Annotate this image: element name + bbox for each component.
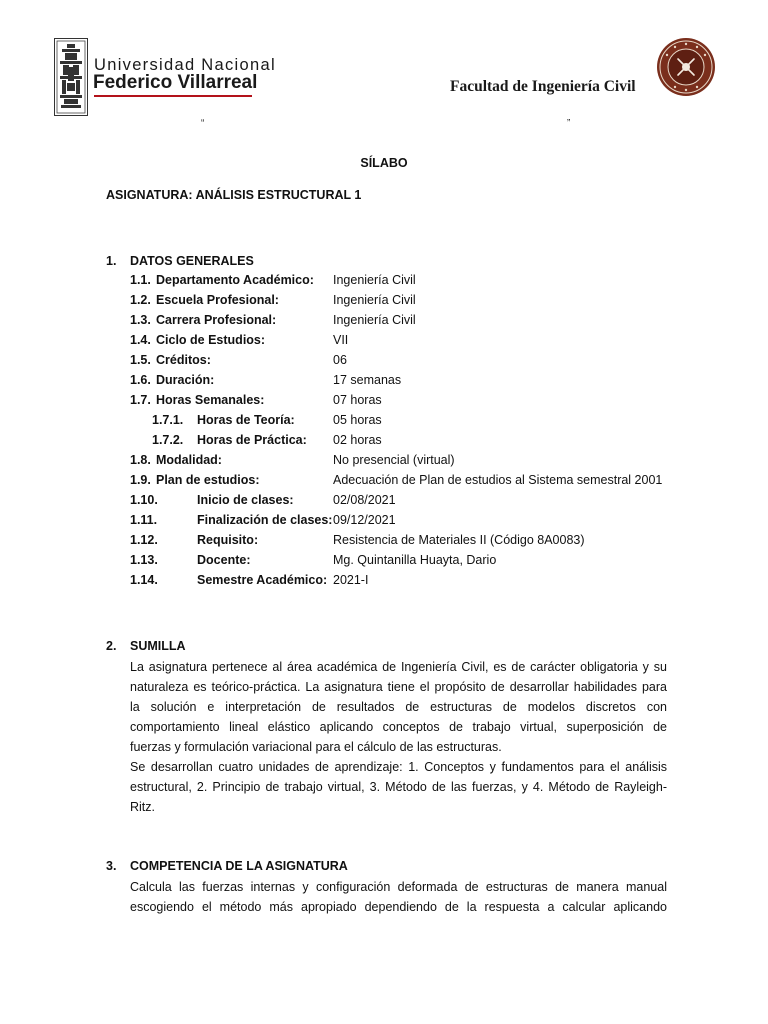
general-data-label: Plan de estudios: xyxy=(156,473,260,487)
paragraph-line: Calcula las fuerzas internas y configuración deformada de estructuras de manera manual xyxy=(130,880,667,894)
general-data-value: Ingeniería Civil xyxy=(333,293,416,307)
general-data-value: 17 semanas xyxy=(333,373,402,387)
general-data-value: 02/08/2021 xyxy=(333,493,396,507)
unfv-emblem-icon xyxy=(54,38,88,116)
general-data-number: 1.7. xyxy=(130,393,151,407)
general-data-number: 1.6. xyxy=(130,373,151,387)
paragraph-line: La asignatura pertenece al área académica de Ingeniería Civil, es de carácter obligatoria y su xyxy=(130,660,667,674)
paragraph-line: comportamiento lineal elástico aplicando conceptos de trabajo virtual, superposición de xyxy=(130,720,667,734)
faculty-name: Facultad de Ingeniería Civil xyxy=(450,78,636,95)
general-data-label: Horas de Práctica: xyxy=(197,433,307,447)
general-data-label: Créditos: xyxy=(156,353,211,367)
general-data-label: Requisito: xyxy=(197,533,259,547)
paragraph-line: Se desarrollan cuatro unidades de aprendizaje: 1. Conceptos y fundamentos para el análisis xyxy=(130,760,667,774)
paragraph-line: estructural, 2. Principio de trabajo virtual, 3. Método de las fuerzas, y 4. Método de Rayleigh- xyxy=(130,780,667,794)
general-data-value: 02 horas xyxy=(333,433,382,447)
university-underline xyxy=(94,95,252,97)
general-data-number: 1.11. xyxy=(130,513,158,527)
general-data-label: Semestre Académico: xyxy=(197,573,328,587)
general-data-value: Ingeniería Civil xyxy=(333,313,416,327)
faculty-seal-icon xyxy=(656,37,716,97)
closing-quote: ” xyxy=(567,118,571,129)
general-data-value: VII xyxy=(333,333,349,347)
general-data-number: 1.1. xyxy=(130,273,151,287)
general-data-value: 06 xyxy=(333,353,347,367)
general-data-label: Ciclo de Estudios: xyxy=(156,333,266,347)
general-data-value: 2021-I xyxy=(333,573,369,587)
general-data-value: Mg. Quintanilla Huayta, Dario xyxy=(333,553,497,567)
general-data-label: Duración: xyxy=(156,373,215,387)
general-data-value: Resistencia de Materiales II (Código 8A0083) xyxy=(333,533,585,547)
opening-quote: “ xyxy=(201,118,205,129)
general-data-value: Ingeniería Civil xyxy=(333,273,416,287)
university-name-line1: Universidad Nacional xyxy=(94,56,276,74)
general-data-label: Modalidad: xyxy=(156,453,222,467)
general-data-number: 1.10. xyxy=(130,493,158,507)
general-data-number: 1.7.1. xyxy=(152,413,184,427)
section2-title: SUMILLA xyxy=(130,639,186,653)
general-data-value: No presencial (virtual) xyxy=(333,453,455,467)
general-data-number: 1.8. xyxy=(130,453,151,467)
general-data-number: 1.13. xyxy=(130,553,158,567)
general-data-label: Horas de Teoría: xyxy=(197,413,295,427)
section3-number: 3. xyxy=(106,859,117,873)
general-data-value: 07 horas xyxy=(333,393,382,407)
general-data-label: Horas Semanales: xyxy=(156,393,265,407)
general-data-label: Carrera Profesional: xyxy=(156,313,277,327)
general-data-value: Adecuación de Plan de estudios al Sistema semestral 2001 xyxy=(333,473,663,487)
general-data-value: 09/12/2021 xyxy=(333,513,396,527)
general-data-number: 1.2. xyxy=(130,293,151,307)
general-data-label: Departamento Académico: xyxy=(156,273,314,287)
paragraph-line: fuerzas y formulación variacional para el cálculo de las estructuras. xyxy=(130,740,502,754)
section1-number: 1. xyxy=(106,254,117,268)
section3-title: COMPETENCIA DE LA ASIGNATURA xyxy=(130,859,348,873)
general-data-label: Escuela Profesional: xyxy=(156,293,279,307)
subject-title: ASIGNATURA: ANÁLISIS ESTRUCTURAL 1 xyxy=(106,188,362,202)
general-data-number: 1.14. xyxy=(130,573,158,587)
general-data-number: 1.7.2. xyxy=(152,433,184,447)
general-data-number: 1.5. xyxy=(130,353,151,367)
general-data-value: 05 horas xyxy=(333,413,382,427)
paragraph-line: naturaleza es teórico-práctica. La asignatura tiene el propósito de desarrollar habilidades para xyxy=(130,680,667,694)
paragraph-line: Ritz. xyxy=(130,800,155,814)
document-title: SÍLABO xyxy=(360,156,408,170)
general-data-label: Inicio de clases: xyxy=(197,493,294,507)
paragraph-line: escogiendo el método más apropiado dependiendo de la respuesta a calcular aplicando xyxy=(130,900,667,914)
general-data-label: Docente: xyxy=(197,553,251,567)
sumilla-paragraph xyxy=(130,657,667,817)
paragraph-line: la solución e interpretación de resultados de estructuras de modelos discretos con xyxy=(130,700,667,714)
competencia-paragraph xyxy=(130,877,667,917)
section1-title: DATOS GENERALES xyxy=(130,254,254,268)
general-data-label: Finalización de clases: xyxy=(197,513,333,527)
general-data-number: 1.9. xyxy=(130,473,151,487)
general-data-number: 1.4. xyxy=(130,333,151,347)
general-data-number: 1.3. xyxy=(130,313,151,327)
general-data-number: 1.12. xyxy=(130,533,158,547)
section2-number: 2. xyxy=(106,639,117,653)
university-name-line2: Federico Villarreal xyxy=(93,72,258,93)
